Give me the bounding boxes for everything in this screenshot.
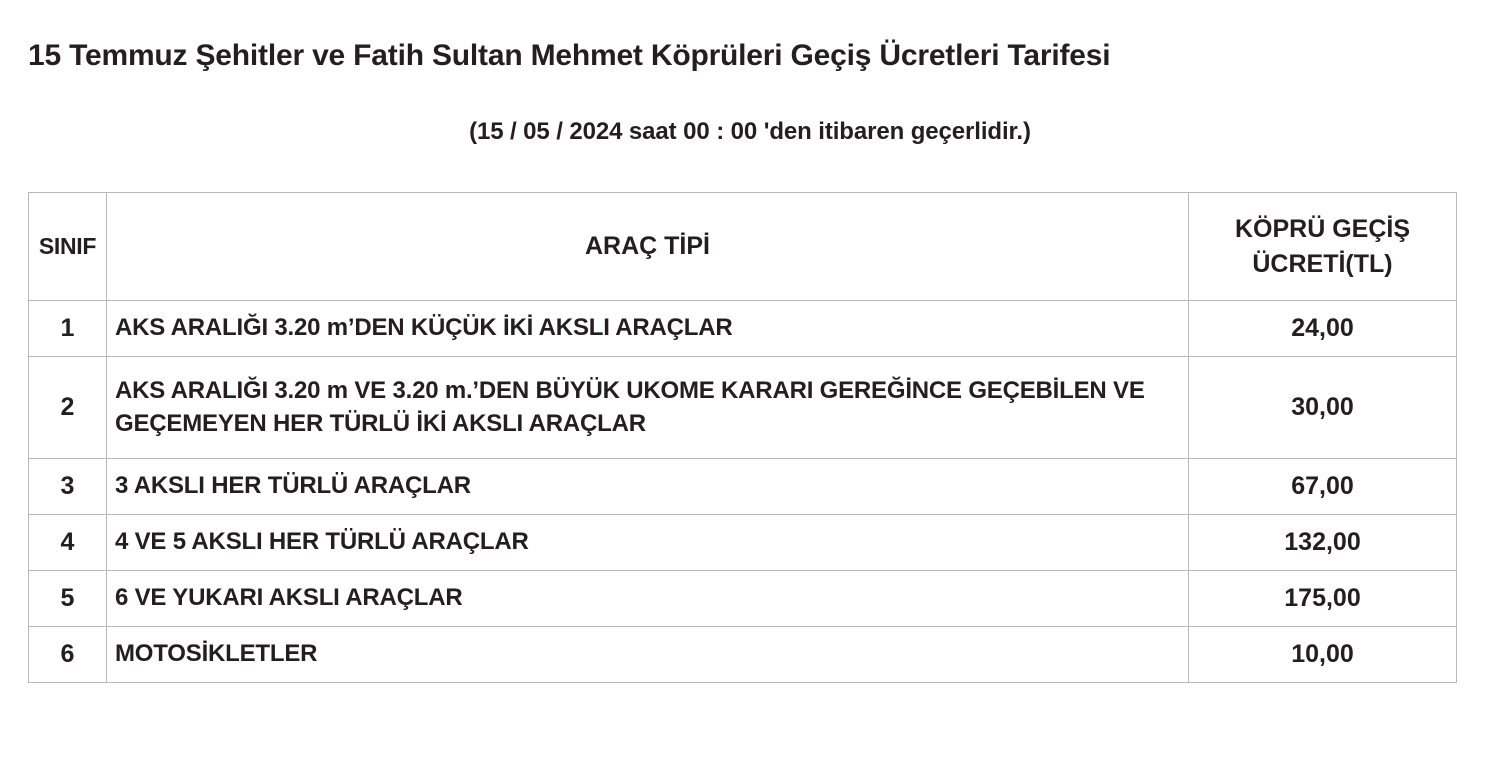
cell-price: 67,00 bbox=[1189, 459, 1457, 515]
cell-vehicle-type: 3 AKSLI HER TÜRLÜ ARAÇLAR bbox=[107, 459, 1189, 515]
cell-class: 4 bbox=[29, 515, 107, 571]
cell-class: 3 bbox=[29, 459, 107, 515]
cell-price: 30,00 bbox=[1189, 357, 1457, 459]
cell-price: 175,00 bbox=[1189, 571, 1457, 627]
tariff-table bbox=[28, 192, 1457, 683]
cell-class: 2 bbox=[29, 357, 107, 459]
table-header bbox=[29, 193, 1457, 301]
table-body bbox=[29, 301, 1457, 683]
cell-class: 6 bbox=[29, 627, 107, 683]
cell-price: 10,00 bbox=[1189, 627, 1457, 683]
cell-vehicle-type: MOTOSİKLETLER bbox=[107, 627, 1189, 683]
cell-vehicle-type: AKS ARALIĞI 3.20 m’DEN KÜÇÜK İKİ AKSLI ARAÇLAR bbox=[107, 301, 1189, 357]
table-row bbox=[29, 515, 1457, 571]
cell-vehicle-type: 6 VE YUKARI AKSLI ARAÇLAR bbox=[107, 571, 1189, 627]
table-row bbox=[29, 301, 1457, 357]
cell-class: 1 bbox=[29, 301, 107, 357]
column-header-vehicle-type: ARAÇ TİPİ bbox=[107, 193, 1189, 301]
table-header-row bbox=[29, 193, 1457, 301]
cell-vehicle-type: AKS ARALIĞI 3.20 m VE 3.20 m.’DEN BÜYÜK UKOME KARARI GEREĞİNCE GEÇEBİLEN VE GEÇEMEYEN HER TÜRLÜ İKİ AKSLI ARAÇLAR bbox=[107, 357, 1189, 459]
column-header-class: SINIF bbox=[29, 193, 107, 301]
page-title: 15 Temmuz Şehitler ve Fatih Sultan Mehmet Köprüleri Geçiş Ücretleri Tarifesi bbox=[28, 39, 1111, 72]
table-row bbox=[29, 627, 1457, 683]
cell-price: 24,00 bbox=[1189, 301, 1457, 357]
cell-class: 5 bbox=[29, 571, 107, 627]
table-row bbox=[29, 459, 1457, 515]
table-row bbox=[29, 357, 1457, 459]
cell-price: 132,00 bbox=[1189, 515, 1457, 571]
column-header-price: KÖPRÜ GEÇİŞ ÜCRETİ(TL) bbox=[1189, 193, 1457, 301]
cell-vehicle-type: 4 VE 5 AKSLI HER TÜRLÜ ARAÇLAR bbox=[107, 515, 1189, 571]
table-row bbox=[29, 571, 1457, 627]
effective-date-note: (15 / 05 / 2024 saat 00 : 00 'den itibaren geçerlidir.) bbox=[469, 118, 1031, 145]
tariff-table-container bbox=[0, 146, 1500, 683]
